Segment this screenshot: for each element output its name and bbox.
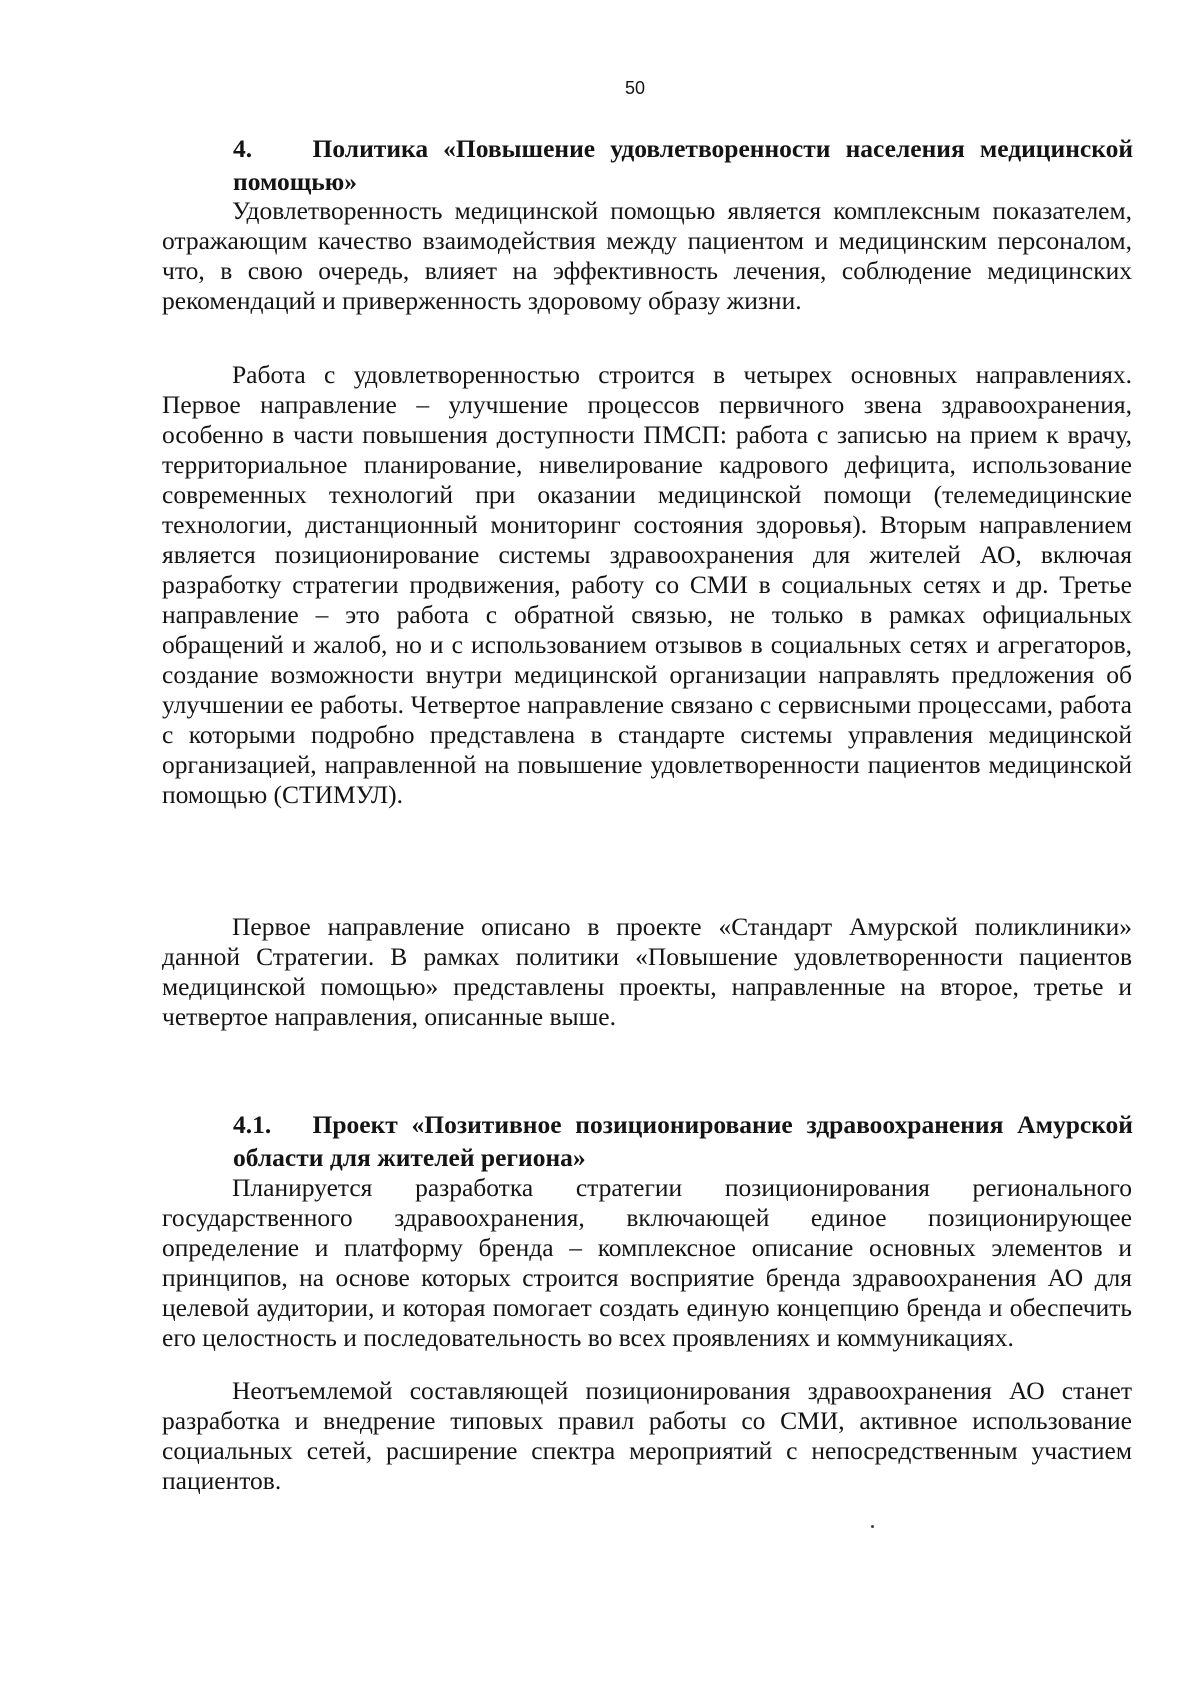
section-4-paragraph-1: Удовлетворенность медицинской помощью является комплексным показателем, отражающим качество взаимодействия между пациентом и медицинским персоналом, что, в свою очередь, влияет на эффективность лечения, соблюдение медицинских рекомендаций и приверженность здоровому образу жизни. — [162, 196, 1132, 315]
section-4-1-number: 4.1. — [233, 1110, 272, 1139]
section-4-1-heading — [233, 1108, 1133, 1174]
section-4-1-paragraph-2: Неотъемлемой составляющей позиционирования здравоохранения АО станет разработка и внедрение типовых правил работы со СМИ, активное использование социальных сетей, расширение спектра мероприятий с непосредственным участием пациентов. — [162, 1376, 1132, 1495]
section-4-heading — [233, 132, 1133, 198]
section-4-1-title: Проект «Позитивное позиционирование здравоохранения Амурской области для жителей региона» — [233, 1110, 1133, 1172]
section-4-1-paragraph-1: Планируется разработка стратегии позиционирования регионального государственного здравоохранения, включающей единое позиционирующее определение и платформу бренда – комплексное описание основных элементов и принципов, на основе которых строится восприятие бренда здравоохранения АО для целевой аудитории, и которая помогает создать единую концепцию бренда и обеспечить его целостность и последовательность во всех проявлениях и коммуникациях. — [162, 1173, 1132, 1352]
section-4-title: Политика «Повышение удовлетворенности населения медицинской помощью» — [233, 134, 1134, 196]
section-4-number: 4. — [233, 134, 253, 163]
page-number: 50 — [624, 78, 646, 98]
scan-speck — [871, 1525, 874, 1528]
section-4-paragraph-2: Работа с удовлетворенностью строится в четырех основных направлениях. Первое направление – улучшение процессов первичного звена здравоохранения, особенно в части повышения доступности ПМСП: работа с записью на прием к врачу, территориальное планирование, нивелирование кадрового дефицита, использование современных технологий при оказании медицинской помощи (телемедицинские технологии, дистанционный мониторинг состояния здоровья). Вторым направлением является позиционирование системы здравоохранения для жителей АО, включая разработку стратегии продвижения, работу со СМИ в социальных сетях и др. Третье направление – это работа с обратной связью, не только в рамках официальных обращений и жалоб, но и с использованием отзывов в социальных сетях и агрегаторов, создание возможности внутри медицинской организации направлять предложения об улучшении ее работы. Четвертое направление связано с сервисными процессами, работа с которыми подробно представлена в стандарте системы управления медицинской организацией, направленной на повышение удовлетворенности пациентов медицинской помощью (СТИМУЛ). — [162, 360, 1132, 809]
section-4-paragraph-3: Первое направление описано в проекте «Стандарт Амурской поликлиники» данной Стратегии. В рамках политики «Повышение удовлетворенности пациентов медицинской помощью» представлены проекты, направленные на второе, третье и четвертое направления, описанные выше. — [162, 912, 1132, 1031]
